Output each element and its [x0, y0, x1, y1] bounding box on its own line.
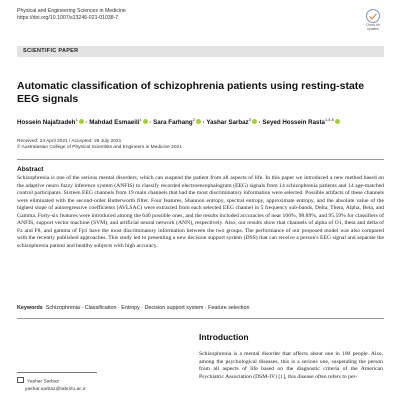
journal-header	[17, 8, 126, 22]
corresponding-author: Yashar Sarbaz	[27, 379, 59, 385]
badge-line1: Check for	[366, 23, 380, 27]
author-name[interactable]: Sara Farhang	[153, 119, 193, 127]
footnote-rule	[17, 372, 97, 373]
publication-dates	[17, 139, 182, 152]
paper-title: Automatic classification of schizophrenia patients using resting-state EEG signals	[17, 80, 365, 105]
received-accepted: Received: 24 April 2021 / Accepted: 26 July 2021	[17, 139, 122, 144]
author-list: Hossein Najafzadeh$^1$ · Mahdad Esmaeili$^1$ · Sara Farhang$^2$ · Yashar Sarbaz$^3$ · Seyed Hossein Rasta$^{1,4,5}$	[17, 117, 397, 126]
author-affiliation: 1	[75, 117, 78, 122]
introduction-text: Schizophrenia is a mental disorder that affects about one in 100 people. Also, among the psychological diseases, this is a serious one, suspending the person from all aspects of life based on the diagnostic criteria of the American Psychiatric Association (DSM-IV) [1], this disease often refers to per-	[199, 351, 383, 380]
mail-icon	[17, 377, 24, 383]
orcid-icon[interactable]	[196, 119, 201, 124]
author-affiliation: 1,4,5	[324, 117, 334, 122]
corresponding-email[interactable]: yashar.sarbaz@tabrizu.ac.ir	[25, 386, 86, 392]
article-type-banner	[17, 46, 384, 57]
divider	[17, 318, 384, 319]
author-name[interactable]: Mahdad Esmaeili	[89, 119, 140, 127]
divider	[17, 159, 384, 160]
orcid-icon[interactable]	[79, 119, 84, 124]
abstract-text: Schizophrenia is one of the serious mental disorders, which can suspend the patient from all aspects of life. In this paper we introduced a new method based on the adaptive neuro fuzzy inference system (ANFIS) to classify recorded electroencephalogram (EEG) signals from 14 schizophrenia patients and 14 age-matched control participants. Sixteen EEG channels from 19 main channels that had the most discriminatory information were selected. Possible artifacts of these channels were eliminated with the second-order Butterworth filter. Four features, Shannon entropy, spectral entropy, approximate entropy, and the absolute value of the highest slope of autoregressive coefficients (AVLSAC) were extracted from each selected EEG channel in 5 frequency sub-bands, Delta, Theta, Alpha, Beta, and Gamma. Forty-six features were introduced among the 640 possible ones, and the results included accuracies of near 100%, 98.89%, and 95.59% for classifiers of ANFIS, support vector machine (SVM), and artificial neural network (ANN), respectively. Also, our results show that channels of alpha of O1, theta and delta of Fz and F8, and gamma of Fp1 have the most discriminatory information between the two groups. The performance of our proposed model was also compared with the recently published approaches. This study led to presenting a new decision support system (DSS) that can receive a person's EEG signal and separate the schizophrenia patient and healthy subjects with high accuracy.	[17, 175, 384, 249]
doi-link[interactable]: https://doi.org/10.1007/s13246-021-01038-7	[17, 15, 119, 21]
abstract-heading: Abstract	[17, 166, 44, 173]
orcid-icon[interactable]	[143, 119, 148, 124]
author-affiliation: 3	[248, 117, 251, 122]
author-affiliation: 1	[139, 117, 142, 122]
check-for-updates-badge[interactable]	[362, 9, 384, 33]
orcid-icon[interactable]	[335, 119, 340, 124]
article-type-label: SCIENTIFIC PAPER	[23, 48, 79, 54]
author-affiliation: 2	[192, 117, 195, 122]
author-name[interactable]: Hossein Najafzadeh	[17, 119, 76, 127]
author-name[interactable]: Seyed Hossein Rasta	[262, 119, 325, 127]
correspondence-footnote	[17, 377, 86, 393]
badge-line2: updates	[367, 26, 379, 31]
introduction-heading: Introduction	[199, 332, 249, 342]
author-name[interactable]: Yashar Sarbaz	[206, 119, 249, 127]
copyright-notice: © Australasian College of Physical Scientists and Engineers in Medicine 2021	[17, 145, 182, 151]
orcid-icon[interactable]	[252, 119, 257, 124]
journal-name: Physical and Engineering Sciences in Medicine	[17, 8, 126, 14]
keywords-text: Schizophrenia · Classification · Entropy · Decision support system · Feature selection	[45, 305, 250, 311]
keywords-line	[17, 305, 384, 311]
keywords-label: Keywords	[17, 305, 43, 311]
check-icon	[366, 9, 380, 23]
